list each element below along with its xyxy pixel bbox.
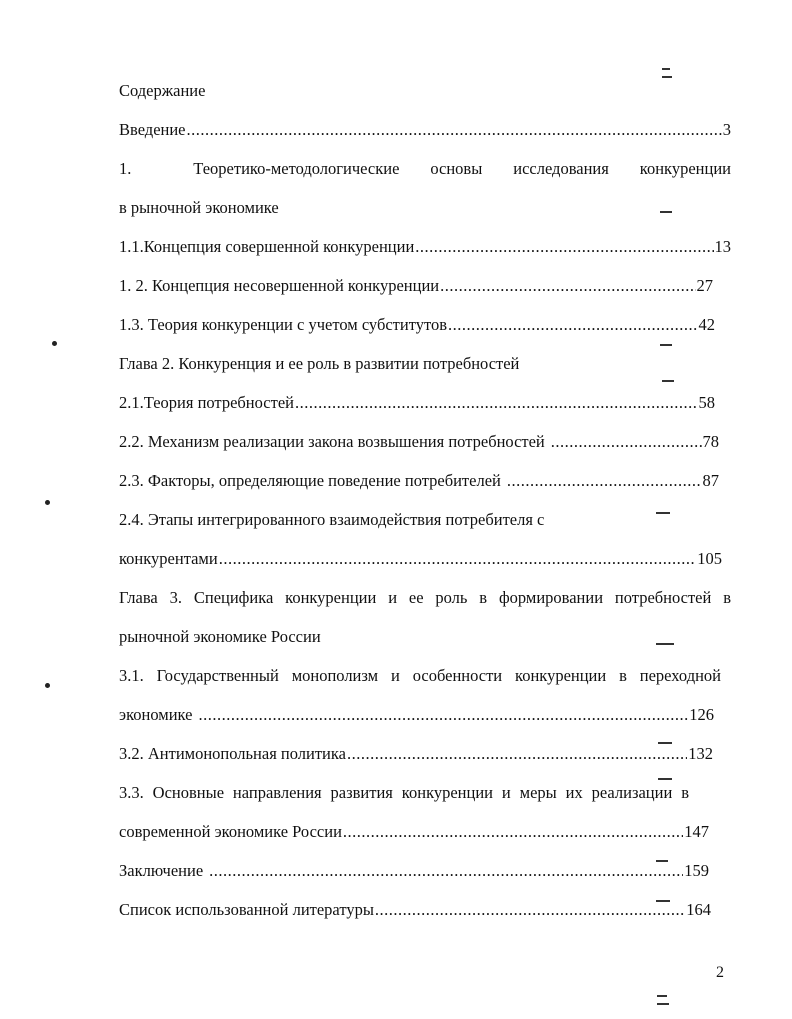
toc-entry-3-1-line1 (119, 663, 721, 702)
toc-entry-label: рыночной экономике России (119, 627, 321, 646)
toc-entry-label: 1.1.Концепция совершенной конкуренции (119, 237, 415, 256)
toc-entry-label: Список использованной литературы (119, 900, 374, 919)
page-number: 2 (716, 964, 724, 981)
toc-entry-chapter-3-line2 (119, 624, 731, 663)
scan-mark (656, 900, 670, 902)
toc-entry-chapter-1-line1 (119, 156, 731, 195)
toc-entry-chapter-1-line2 (119, 195, 731, 234)
scan-mark (662, 380, 674, 382)
toc-entry-page: 3 (722, 120, 731, 139)
scan-speck (45, 683, 50, 688)
dot-leader (209, 858, 683, 884)
dot-leader (415, 234, 713, 260)
toc-entry-label: 2.3. Факторы, определяющие поведение потребителей (119, 471, 501, 490)
scan-mark (662, 76, 672, 78)
dot-leader (347, 741, 687, 767)
toc-entry-page: 42 (698, 315, 715, 334)
toc-entry-label: 1.3. Теория конкуренции с учетом субститутов (119, 315, 447, 334)
dot-leader (187, 117, 722, 143)
toc-entry-1-3 (119, 312, 715, 351)
toc-entry-page: 78 (702, 432, 719, 451)
scan-mark (662, 68, 670, 70)
toc-entry-label: 1. Теоретико-методологические основы исследования конкуренции (119, 159, 731, 178)
toc-entry-label: Заключение (119, 861, 204, 880)
dot-leader (198, 702, 688, 728)
toc-entry-3-3-line2 (119, 819, 709, 858)
scan-mark (660, 211, 672, 213)
toc-entry-references (119, 897, 711, 936)
toc-entry-1-2 (119, 273, 713, 312)
toc-entry-label: современной экономике России (119, 822, 342, 841)
toc-entry-label: Введение (119, 120, 186, 139)
toc-entry-label: Глава 2. Конкуренция и ее роль в развитии потребностей (119, 354, 520, 373)
scan-mark (657, 995, 667, 997)
toc-entry-label: 2.4. Этапы интегрированного взаимодействия потребителя с (119, 510, 545, 529)
toc-heading (119, 78, 731, 117)
toc-entry-2-3 (119, 468, 719, 507)
toc-entry-page: 13 (714, 237, 731, 256)
toc-entry-label: в рыночной экономике (119, 198, 279, 217)
toc-entry-page: 164 (686, 900, 711, 919)
toc-entry-label: 2.2. Механизм реализации закона возвышения потребностей (119, 432, 545, 451)
toc-entry-chapter-2 (119, 351, 731, 390)
toc-entry-page: 58 (698, 393, 715, 412)
toc-entry-1-1 (119, 234, 731, 273)
toc-entry-2-1 (119, 390, 715, 429)
toc-entry-page: 105 (697, 549, 722, 568)
scan-mark (656, 512, 670, 514)
toc-entry-3-1-line2 (119, 702, 714, 741)
toc-entry-introduction (119, 117, 731, 156)
toc-entry-conclusion (119, 858, 709, 897)
scan-mark (658, 778, 672, 780)
dot-leader (375, 897, 685, 923)
toc-entry-3-3-line1 (119, 780, 689, 819)
toc-heading-text: Содержание (119, 81, 206, 100)
scan-mark (660, 344, 672, 346)
toc-entry-2-4-line1 (119, 507, 731, 546)
dot-leader (440, 273, 695, 299)
toc-entry-2-2 (119, 429, 719, 468)
toc-entry-page: 87 (702, 471, 719, 490)
dot-leader (448, 312, 698, 338)
table-of-contents (119, 78, 731, 936)
toc-entry-page: 159 (684, 861, 709, 880)
toc-entry-label: 2.1.Теория потребностей (119, 393, 294, 412)
dot-leader (551, 429, 702, 455)
toc-entry-label: 3.2. Антимонопольная политика (119, 744, 346, 763)
scan-mark (658, 742, 672, 744)
toc-entry-page: 147 (684, 822, 709, 841)
toc-entry-2-4-line2 (119, 546, 722, 585)
toc-entry-3-2 (119, 741, 713, 780)
toc-entry-chapter-3-line1 (119, 585, 731, 624)
toc-entry-label: конкурентами (119, 549, 218, 568)
toc-entry-label: 3.1. Государственный монополизм и особенности конкуренции в переходной (119, 666, 721, 685)
scan-speck (45, 500, 50, 505)
scan-mark (656, 643, 674, 645)
toc-entry-page: 27 (696, 276, 713, 295)
toc-entry-label: 3.3. Основные направления развития конкуренции и меры их реализации в (119, 783, 689, 802)
toc-entry-label: 1. 2. Концепция несовершенной конкуренции (119, 276, 440, 295)
scan-mark (657, 1003, 669, 1005)
toc-entry-page: 126 (689, 705, 714, 724)
dot-leader (343, 819, 683, 845)
toc-entry-label: экономике (119, 705, 193, 724)
dot-leader (219, 546, 697, 572)
scan-speck (52, 341, 57, 346)
toc-entry-page: 132 (688, 744, 713, 763)
dot-leader (507, 468, 702, 494)
scan-mark (656, 860, 668, 862)
dot-leader (295, 390, 698, 416)
toc-entry-label: Глава 3. Специфика конкуренции и ее роль в формировании потребностей в (119, 588, 731, 607)
